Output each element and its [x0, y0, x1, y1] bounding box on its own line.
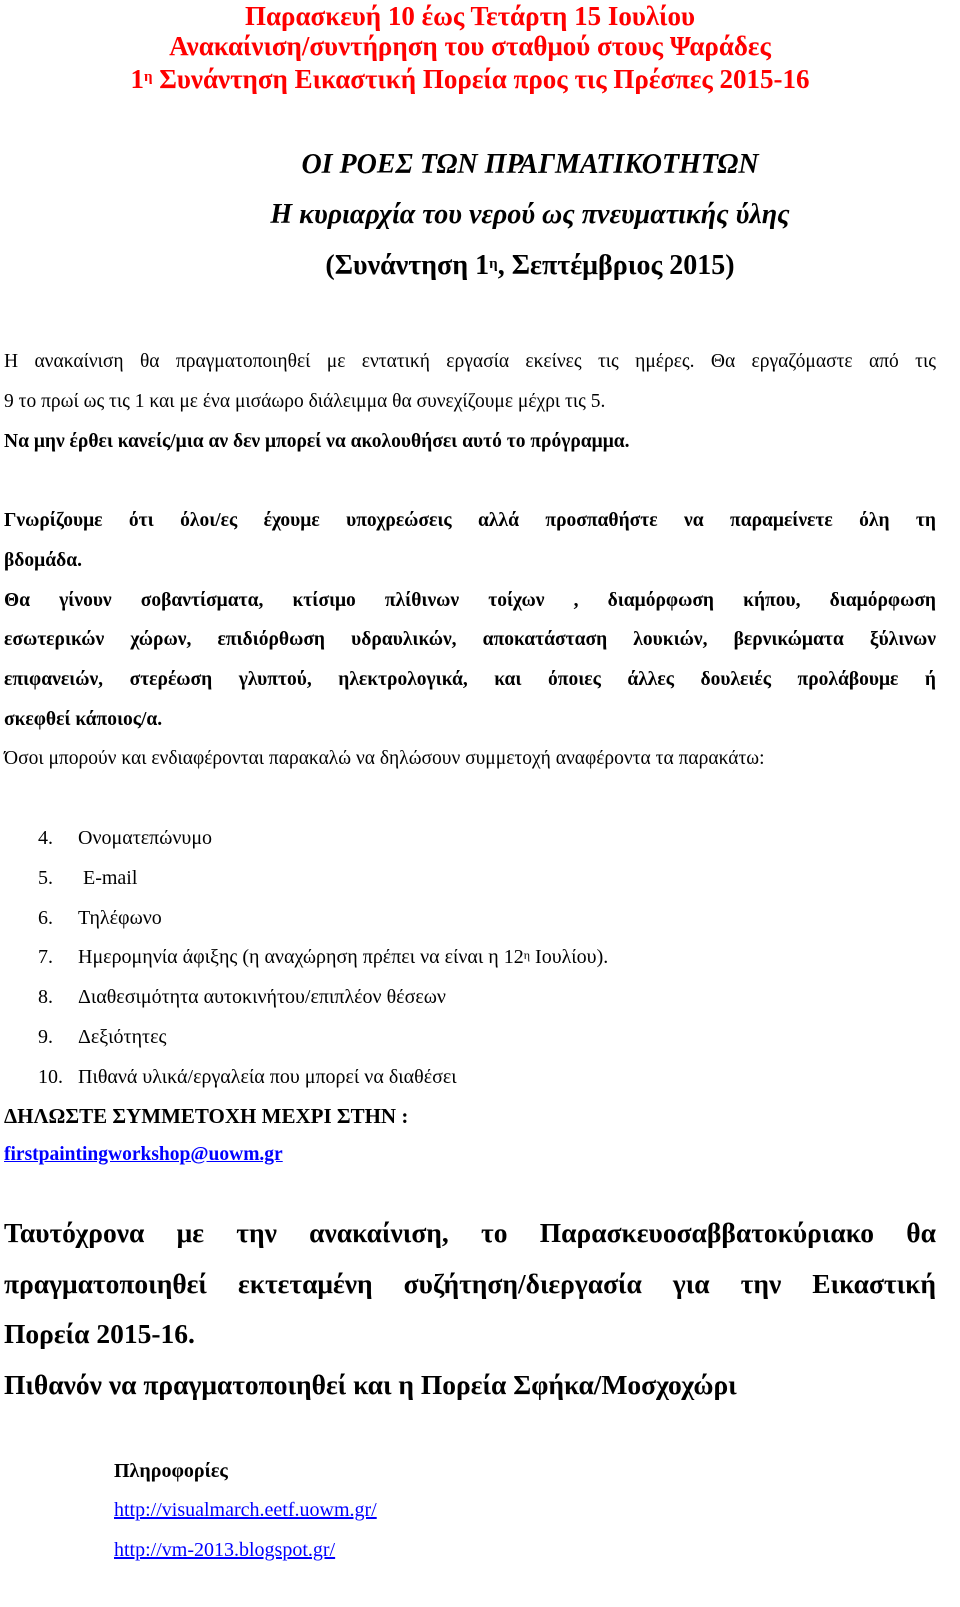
info-label: Πληροφορίες — [114, 1460, 228, 1482]
closing-line-4: Πιθανόν να πραγματοποιηθεί και η Πορεία Σφήκα/Μοσχοχώρι — [4, 1369, 737, 1400]
paragraph-4-line-1: Θα γίνουν σοβαντίσματα, κτίσιμο πλίθινων τοίχων , διαμόρφωση κήπου, διαμόρφωση — [4, 590, 936, 611]
list-item — [38, 945, 608, 969]
paragraph-3-line-2: βδομάδα. — [4, 550, 82, 571]
list-text: Ονοματεπώνυμο — [78, 827, 213, 849]
paragraph-4-line-3: επιφανειών, στερέωση γλυπτού, ηλεκτρολογικά, και όποιες άλλες δουλειές προλάβουμε ή — [4, 669, 936, 690]
closing-line-1: Ταυτόχρονα με την ανακαίνιση, το Παρασκευοσαββατοκύριακο θα — [4, 1217, 936, 1248]
list-text: Πιθανά υλικά/εργαλεία που μπορεί να διαθέσει — [78, 1066, 457, 1088]
title-meeting — [170, 249, 890, 283]
header-meeting-sup: η — [143, 69, 153, 85]
list-item — [38, 866, 137, 890]
info-link-2-row — [114, 1538, 814, 1562]
title-meeting-pre: (Συνάντηση 1 — [325, 250, 490, 281]
contact-email-row — [4, 1143, 936, 1167]
list-number: 8. — [38, 986, 53, 1008]
info-link-blogspot[interactable]: http://vm-2013.blogspot.gr/ — [114, 1539, 336, 1561]
closing-line-2: πραγματοποιηθεί εκτεταμένη συζήτηση/διεργασία για την Εικαστική — [4, 1268, 936, 1299]
list-number: 7. — [38, 946, 53, 968]
list-text: E-mail — [78, 867, 138, 889]
contact-email-link[interactable]: firstpaintingworkshop@uowm.gr — [4, 1144, 283, 1165]
list-number: 9. — [38, 1026, 53, 1048]
list-text-post: Ιουλίου). — [530, 946, 609, 968]
header-meeting — [0, 63, 940, 96]
title-meeting-post: , Σεπτέμβριος 2015) — [497, 250, 735, 281]
list-number: 5. — [38, 867, 53, 889]
list-text: Τηλέφωνο — [78, 907, 162, 929]
paragraph-1-line-1: Η ανακαίνιση θα πραγματοποιηθεί με εντατική εργασία εκείνες τις ημέρες. Θα εργαζόμαστε από τις — [4, 351, 936, 372]
list-text-sup: η — [523, 948, 531, 962]
title-meeting-sup: η — [489, 256, 498, 272]
list-text: Δεξιότητες — [78, 1026, 167, 1048]
title-main: ΟΙ ΡΟΕΣ ΤΩΝ ΠΡΑΓΜΑΤΙΚΟΤΗΤΩΝ — [301, 149, 759, 180]
closing-line-3: Πορεία 2015-16. — [4, 1318, 195, 1349]
paragraph-4-line-4: σκεφθεί κάποιος/α. — [4, 709, 163, 730]
contact-heading: ΔΗΛΩΣΤΕ ΣΥΜΜΕΤΟΧΗ ΜΕΧΡΙ ΣΤΗΝ : — [4, 1104, 409, 1128]
list-item — [38, 826, 212, 850]
list-item — [38, 1025, 166, 1049]
list-number: 6. — [38, 907, 53, 929]
list-item — [38, 1065, 457, 1089]
header-date: Παρασκευή 10 έως Τετάρτη 15 Ιουλίου — [244, 1, 696, 31]
list-text: Διαθεσιμότητα αυτοκινήτου/επιπλέον θέσεων — [78, 986, 446, 1008]
list-item — [38, 985, 446, 1009]
paragraph-1-line-2: 9 το πρωί ως τις 1 και με ένα μισάωρο διάλειμμα θα συνεχίζουμε μέχρι τις 5. — [4, 391, 606, 412]
paragraph-5: Όσοι μπορούν και ενδιαφέρονται παρακαλώ να δηλώσουν συμμετοχή αναφέροντα τα παρακάτω: — [4, 748, 765, 769]
header-meeting-pre: 1 — [130, 64, 144, 94]
list-number: 4. — [38, 827, 53, 849]
list-number: 10. — [38, 1066, 63, 1088]
info-link-1-row — [114, 1498, 814, 1522]
paragraph-3-line-1: Γνωρίζουμε ότι όλοι/ες έχουμε υποχρεώσεις αλλά προσπαθήστε να παραμείνετε όλη τη — [4, 510, 936, 531]
list-item — [38, 906, 162, 930]
info-link-visualmarch[interactable]: http://visualmarch.eetf.uowm.gr/ — [114, 1499, 377, 1521]
header-meeting-post: Συνάντηση Εικαστική Πορεία προς τις Πρέσπες 2015-16 — [152, 64, 810, 94]
title-sub: Η κυριαρχία του νερού ως πνευματικής ύλης — [270, 199, 790, 230]
paragraph-4-line-2: εσωτερικών χώρων, επιδιόρθωση υδραυλικών, αποκατάσταση λουκιών, βερνικώματα ξύλινων — [4, 629, 936, 650]
paragraph-warning: Να μην έρθει κανείς/μια αν δεν μπορεί να ακολουθήσει αυτό το πρόγραμμα. — [4, 431, 630, 452]
list-text-pre: Ημερομηνία άφιξης (η αναχώρηση πρέπει να είναι η 12 — [78, 946, 524, 968]
header-subtitle: Ανακαίνιση/συντήρηση του σταθμού στους Ψαράδες — [169, 31, 771, 61]
